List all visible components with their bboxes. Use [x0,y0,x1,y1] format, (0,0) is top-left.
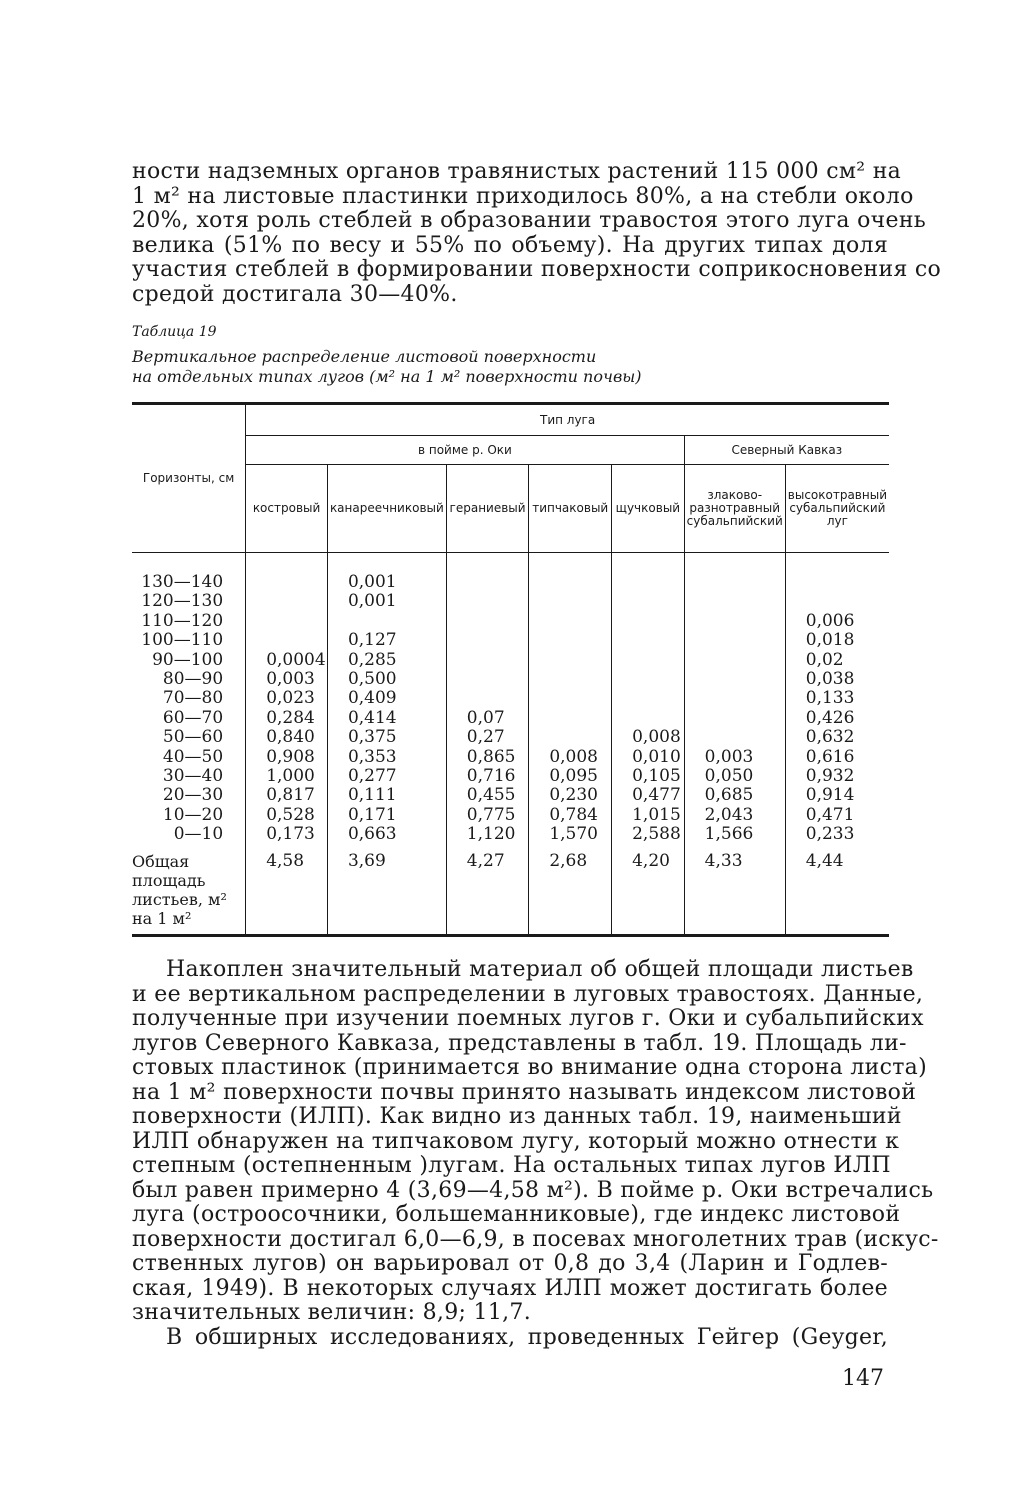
column-header: гераниевый [446,465,529,553]
last-paragraph [132,1326,888,1351]
table-cell: 0,414 [347,707,397,728]
horizons-column [132,553,246,845]
table-cell: 0,095 [549,765,598,786]
text-line: 1 м² на листовые пластинки приходилось 80%, а на стебли около [132,183,914,209]
total-value: 4,33 [684,844,785,936]
table-cell [266,592,327,611]
table-cell [467,631,529,650]
table-cell: 0,632 [805,727,855,748]
table-cell: 0,285 [347,649,397,670]
table-cell [632,709,684,728]
table-cell: 0,426 [805,707,855,728]
table-cell: 0,932 [805,765,855,786]
text-line: ИЛП обнаружен на типчаковом лугу, который можно отнести к [132,1128,900,1154]
table-cell: 1,015 [632,804,681,825]
text-line: средой достигала 30—40%. [132,281,458,307]
values-column-kostroviy [246,553,328,845]
table-label: Таблица 19 [132,324,217,340]
table-cell: 0,784 [549,804,598,825]
table-cell: 0,817 [266,785,315,806]
table-cell [549,631,611,650]
values-column-shchuchkoviy [612,553,685,845]
text-line: был равен примерно 4 (3,69—4,58 м²). В пойме р. Оки встречались [132,1177,934,1203]
column-header: типчаковый [529,465,612,553]
table-cell [705,709,785,728]
column-header: костровый [246,465,328,553]
values-column-tipchakoviy [529,553,612,845]
table-cell: 2,043 [704,804,754,825]
table-cell [632,631,684,650]
text-line: значительных величин: 8,9; 11,7. [132,1300,531,1325]
table-cell [632,612,684,631]
table-cell [632,651,684,670]
table-cell: 0,050 [704,765,754,786]
table-cell: 0,006 [805,610,855,631]
table-cell: 0,914 [805,785,855,806]
table-cell [632,670,684,689]
horizon-label: 50—60 [162,727,224,748]
text-line: ности надземных органов травянистых растений 115 000 см² на [132,159,902,184]
table-cell: 0,375 [347,727,397,748]
table-cell: 0,663 [347,824,397,845]
table-cell [632,689,684,708]
table-cell [549,612,611,631]
text-line: полученные при изучении поемных лугов г. Оки и субальпийских [132,1006,924,1031]
table-cell: 0,230 [549,785,598,806]
group-header: Тип луга [246,404,889,436]
table-cell: 0,685 [704,785,754,806]
table-cell [705,670,785,689]
table-cell [705,573,785,592]
column-header: канареечниковый [327,465,446,553]
horizon-label: 10—20 [162,804,224,825]
table-cell [549,689,611,708]
total-label [132,844,246,936]
text-line: ская, 1949). В некоторых случаях ИЛП может достигать более [132,1275,888,1301]
text-line: поверхности (ИЛП). Как видно из данных табл. 19, наименьший [132,1104,902,1129]
table-cell [549,670,611,689]
table-cell: 0,455 [466,785,516,806]
table-cell: 0,528 [266,804,315,825]
horizon-label: 130—140 [141,572,224,592]
table-title-line: на отдельных типах лугов (м² на 1 м² поверхности почвы) [132,367,642,386]
table-cell [549,651,611,670]
text-line: и ее вертикальном распределении в луговых травостоях. Данные, [132,981,924,1007]
text-line: стовых пластинок (принимается во внимание одна сторона листа) [132,1055,927,1080]
table-cell: 0,0004 [266,649,326,670]
table-cell: 0,173 [266,824,315,845]
text-line: участия стеблей в формировании поверхности соприкосновения со [132,257,942,282]
horizon-label: 40—50 [162,746,224,767]
table-cell: 0,001 [347,572,397,592]
page-number: 147 [842,1366,884,1391]
text-line: Накоплен значительный материал об общей площади листьев [166,957,914,982]
table-cell [705,689,785,708]
table-cell [632,573,684,592]
table-cell: 0,008 [632,727,681,748]
subgroup-header-oka: в пойме р. Оки [246,436,684,465]
table-cell: 0,840 [266,727,315,748]
horizon-label: 70—80 [162,688,224,709]
table-cell [467,592,529,611]
values-column-vysokotravniy [785,553,889,845]
table-cell [467,670,529,689]
total-value: 4,27 [446,844,529,936]
total-value: 4,58 [246,844,328,936]
table-cell [467,689,529,708]
text-line: лугов Северного Кавказа, представлены в табл. 19. Площадь ли- [132,1030,907,1056]
horizon-label: 60—70 [162,707,224,728]
total-value: 4,44 [785,844,889,936]
table-cell: 0,018 [805,630,855,651]
values-column-geranieviy [446,553,529,845]
table-cell [806,573,889,592]
table-cell: 0,775 [466,804,516,825]
text-line: велика (51% по весу и 55% по объему). На других типах доля [132,232,888,258]
table-cell: 0,001 [347,591,397,612]
values-column-kanareechnikoviy [327,553,446,845]
table-cell [266,631,327,650]
table-cell: 1,000 [266,765,315,786]
table-cell: 0,07 [466,707,505,728]
total-value: 4,20 [612,844,685,936]
horizon-label: 0—10 [173,824,224,845]
text-line: ственных лугов) он варьировал от 0,8 до 3,4 (Ларин и Годлев- [132,1251,888,1276]
total-value: 2,68 [529,844,612,936]
table-cell [467,573,529,592]
table-cell [467,651,529,670]
column-header: высокотравный субальпийский луг [785,465,889,553]
text-line: степным (остепненным )лугам. На остальных типах лугов ИЛП [132,1153,891,1178]
table-title [132,347,892,387]
table-cell: 0,003 [266,668,315,689]
horizon-label: 100—110 [141,630,224,651]
stub-header: Горизонты, см [132,404,246,553]
table-cell: 1,120 [466,824,516,845]
table-cell: 0,038 [805,668,855,689]
horizon-label: 110—120 [141,610,224,631]
table-cell [705,651,785,670]
table-cell [632,592,684,611]
text-line: В обширных исследованиях, проведенных Гейгер (Geyger, [166,1325,888,1350]
table-cell [549,573,611,592]
intro-paragraph [132,159,942,307]
table-title-line: Вертикальное распределение листовой поверхности [132,347,597,366]
text-line: поверхности достигал 6,0—6,9, в посевах многолетних трав (искус- [132,1226,939,1252]
table-cell: 1,566 [704,824,754,845]
table-cell: 2,588 [632,824,681,845]
table-cell: 0,171 [347,804,397,825]
table-cell [705,592,785,611]
table-cell: 0,010 [632,746,681,767]
horizon-label: 80—90 [162,668,224,689]
table-cell: 1,570 [549,824,598,845]
subgroup-header-caucasus: Северный Кавказ [684,436,889,465]
table-cell: 0,127 [347,630,397,651]
table-cell: 0,008 [549,746,598,767]
table-cell: 0,500 [347,668,397,689]
table-cell: 0,616 [805,746,855,767]
text-line: на 1 м² поверхности почвы принято называть индексом листовой [132,1079,917,1105]
total-value: 3,69 [327,844,446,936]
column-header: щучковый [612,465,685,553]
text-line: луга (остроосочники, большеманниковые), где индекс листовой [132,1202,901,1227]
table-cell: 0,409 [347,688,397,709]
table-cell [467,612,529,631]
horizon-label: 30—40 [162,765,224,786]
leaf-area-table [132,402,889,937]
body-paragraph [132,957,939,1326]
table-cell [705,728,785,747]
table-cell: 0,284 [266,707,315,728]
table-cell: 0,27 [466,727,505,748]
table-cell: 0,023 [266,688,315,709]
table-cell [705,612,785,631]
table-cell: 0,233 [805,824,855,845]
column-header: злаково-разнотравный субальпийский [684,465,785,553]
table-cell: 0,908 [266,746,315,767]
table-cell: 0,111 [347,785,397,806]
horizon-label: 90—100 [152,649,224,670]
text-line: 20%, хотя роль стеблей в образовании травостоя этого луга очень [132,208,927,233]
table-cell [266,573,327,592]
table-cell [705,631,785,650]
table-cell [806,592,889,611]
horizon-label: 20—30 [162,785,224,806]
table-cell [549,592,611,611]
table-cell [549,709,611,728]
table-cell: 0,003 [704,746,754,767]
table-cell: 0,277 [347,765,397,786]
values-column-zlakovo-raznotravniy [684,553,785,845]
table-cell: 0,133 [805,688,855,709]
table-cell: 0,471 [805,804,855,825]
table-cell: 0,105 [632,765,681,786]
table-cell [348,612,446,631]
table-cell: 0,477 [632,785,681,806]
table-cell [549,728,611,747]
table-cell: 0,865 [466,746,516,767]
table-cell [266,612,327,631]
total-label-text: Общая площадь листьев, м² на 1 м² [132,852,227,929]
horizon-label: 120—130 [141,591,224,612]
table-cell: 0,353 [347,746,397,767]
table-cell: 0,716 [466,765,516,786]
table-cell: 0,02 [805,649,844,670]
